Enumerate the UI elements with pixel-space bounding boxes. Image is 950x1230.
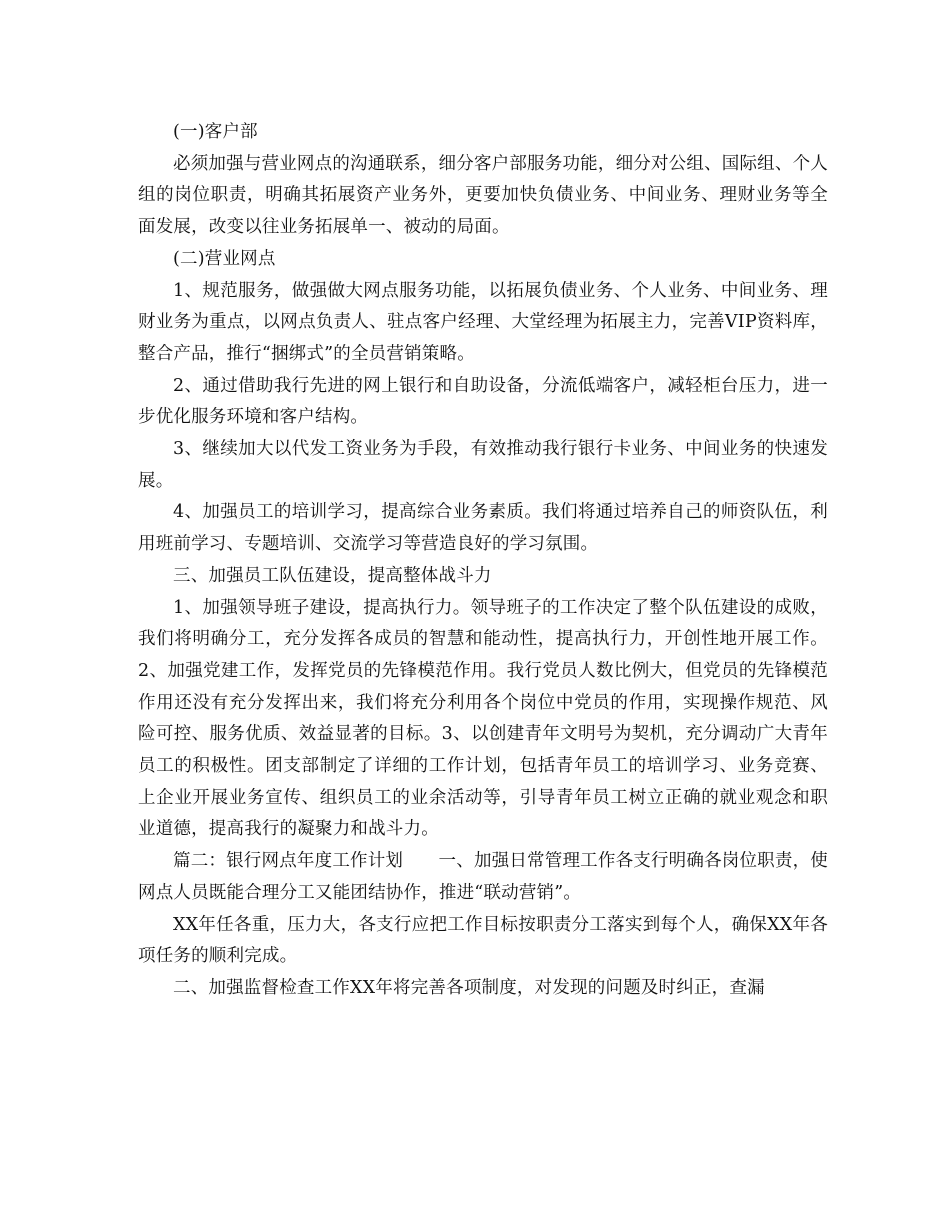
paragraph-outlets-item-4: 4、加强员工的培训学习，提高综合业务素质。我们将通过培养自己的师资队伍，利用班前学习、专题培训、交流学习等营造良好的学习氛围。 — [138, 502, 828, 555]
paragraph-supervision: 二、加强监督检查工作XX年将完善各项制度，对发现的问题及时纠正，查漏 — [173, 977, 765, 998]
heading-business-outlets: (二)营业网点 — [173, 248, 276, 269]
paragraph-team-building: 1、加强领导班子建设，提高执行力。领导班子的工作决定了整个队伍建设的成败，我们将明确分工，充分发挥各成员的智慧和能动性，提高执行力，开创性地开展工作。2、加强党建工作，发挥党员的先锋模范作用。我行党员人数比例大，但党员的先锋模范作用还没有充分发挥出来，我们将充分利用各个岗位中党员的作用，实现操作规范、风险可控、服务优质、效益显著的目标。3、以创建青年文明号为契机，充分调动广大青年员工的积极性。团支部制定了详细的工作计划，包括青年员工的培训学习、业务竞赛、上企业开展业务宣传、组织员工的业余活动等，引导青年员工树立正确的就业观念和职业道德，提高我行的凝聚力和战斗力。 — [138, 597, 828, 840]
paragraph-outlets-item-2: 2、通过借助我行先进的网上银行和自助设备，分流低端客户，减轻柜台压力，进一步优化服务环境和客户结构。 — [138, 375, 828, 428]
paragraph-outlets-item-3: 3、继续加大以代发工资业务为手段，有效推动我行银行卡业务、中间业务的快速发展。 — [138, 439, 828, 491]
paragraph-outlets-item-1: 1、规范服务，做强做大网点服务功能，以拓展负债业务、个人业务、中间业务、理财业务为重点，以网点负责人、驻点客户经理、大堂经理为拓展主力，完善VIP资料库，整合产品，推行“捆绑式”的全员营销策略。 — [138, 280, 828, 364]
paragraph-annual-tasks: XX年任各重，压力大，各支行应把工作目标按职责分工落实到每个人，确保XX年各项任务的顺利完成。 — [138, 914, 828, 967]
paragraph-chapter-two-intro: 篇二：银行网点年度工作计划 一、加强日常管理工作各支行明确各岗位职责，使网点人员既能合理分工又能团结协作，推进“联动营销”。 — [138, 851, 828, 903]
heading-team-building: 三、加强员工队伍建设，提高整体战斗力 — [173, 565, 492, 586]
document-page — [138, 117, 828, 1005]
heading-customer-department: (一)客户部 — [173, 122, 258, 142]
paragraph-customer-department: 必须加强与营业网点的沟通联系，细分客户部服务功能，细分对公组、国际组、个人组的岗位职责，明确其拓展资产业务外，更要加快负债业务、中间业务、理财业务等全面发展，改变以往业务拓展单一、被动的局面。 — [138, 153, 828, 238]
